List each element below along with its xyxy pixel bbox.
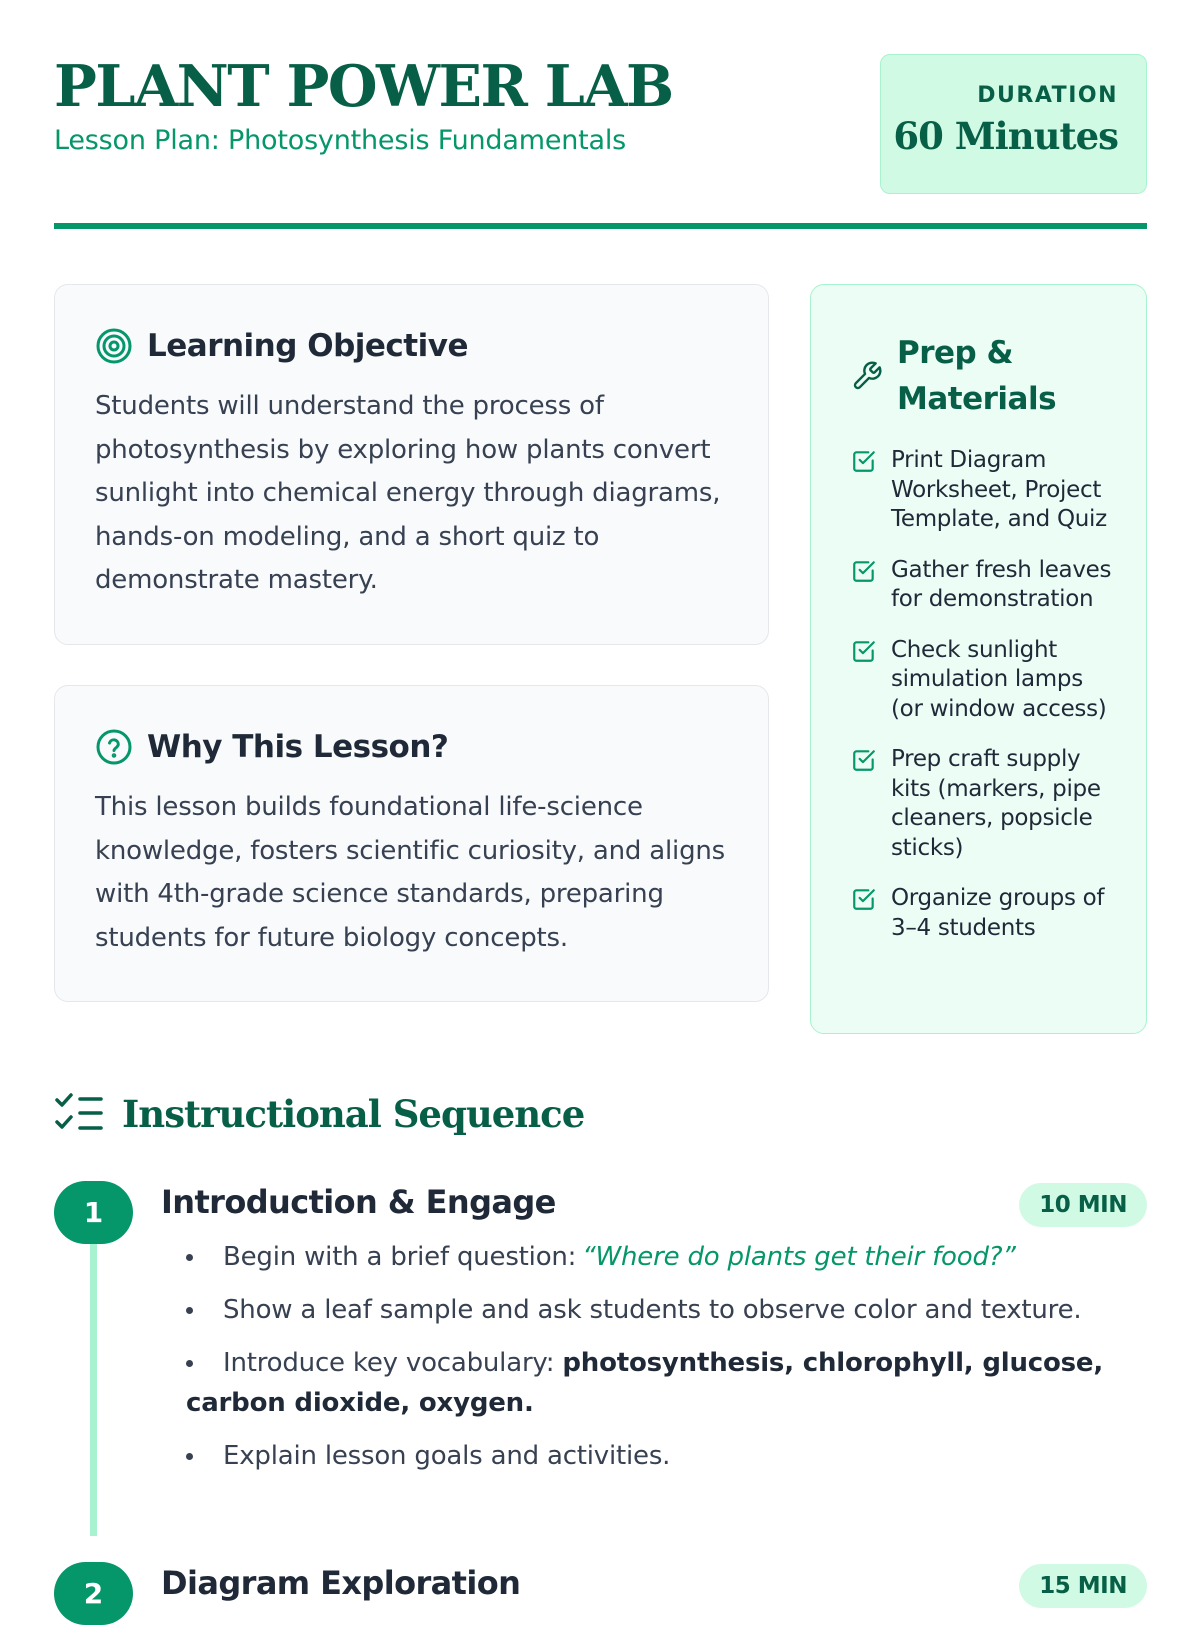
sequence-step (54, 1562, 1147, 1610)
page-title: PLANT POWER LAB (54, 53, 673, 120)
step-duration-badge: 15 MIN (1019, 1564, 1147, 1608)
list-item (186, 1290, 1147, 1330)
step-title: Diagram Exploration (161, 1564, 521, 1602)
instructional-sequence-heading (54, 1092, 584, 1136)
prep-item-text: Check sunlight simulation lamps (or window access) (891, 636, 1107, 722)
prep-item-text: Gather fresh leaves for demonstration (891, 556, 1112, 612)
learning-objective-text: Students will understand the process of photosynthesis by exploring how plants convert sunlight into chemical energy through diagrams, hands-on modeling, and a short quiz to demonstrate mastery. (95, 391, 721, 595)
prep-materials-title: Prep & Materials (897, 335, 1057, 417)
page-subtitle: Lesson Plan: Photosynthesis Fundamentals (54, 125, 627, 156)
prep-item (851, 446, 1116, 535)
step-bullet-list (186, 1237, 1147, 1489)
prep-materials-panel (810, 284, 1147, 1034)
why-lesson-text: This lesson builds foundational life-science knowledge, fosters scientific curiosity, and aligns with 4th-grade science standards, preparing students for future biology concepts. (95, 792, 726, 953)
step-duration-badge: 10 MIN (1019, 1183, 1147, 1227)
list-item (186, 1343, 1147, 1423)
learning-objective-title: Learning Objective (147, 328, 468, 364)
step-number-badge: 1 (54, 1181, 133, 1244)
header-divider (54, 223, 1147, 229)
list-item (186, 1436, 1147, 1476)
prep-item (851, 556, 1116, 615)
checklist-icon (54, 1092, 104, 1136)
bullet-text: Explain lesson goals and activities. (223, 1441, 671, 1471)
checkbox-checked-icon (851, 747, 877, 773)
duration-value: 60 Minutes (893, 114, 1118, 158)
checkbox-checked-icon (851, 558, 877, 584)
duration-label: DURATION (977, 83, 1118, 108)
step-title: Introduction & Engage (161, 1183, 556, 1221)
prep-checklist (851, 446, 1116, 943)
why-lesson-card (54, 685, 769, 1002)
prep-item (851, 636, 1116, 725)
duration-box (880, 54, 1147, 194)
prep-item-text: Prep craft supply kits (markers, pipe cleaners, popsicle sticks) (891, 746, 1101, 861)
checkbox-checked-icon (851, 448, 877, 474)
learning-objective-card (54, 284, 769, 645)
bullet-text: Begin with a brief question: (223, 1242, 577, 1272)
prep-item-text: Organize groups of 3–4 students (891, 885, 1105, 941)
checkbox-checked-icon (851, 638, 877, 664)
prep-item (851, 745, 1116, 863)
prep-item (851, 884, 1116, 943)
bullet-text: Introduce key vocabulary: (223, 1348, 563, 1378)
prep-item-text: Print Diagram Worksheet, Project Template, and Quiz (891, 447, 1107, 532)
step-timeline-line (90, 1241, 97, 1536)
list-item (186, 1237, 1147, 1277)
wrench-icon (851, 360, 883, 392)
bullet-text: Show a leaf sample and ask students to observe color and texture. (223, 1295, 1082, 1325)
checkbox-checked-icon (851, 886, 877, 912)
header (54, 52, 1147, 197)
target-icon (95, 327, 133, 365)
step-number-badge: 2 (54, 1562, 133, 1625)
question-circle-icon (95, 728, 133, 766)
bullet-quote: “Where do plants get their food?” (582, 1242, 1016, 1272)
vocabulary-terms: photosynthesis, chlorophyll, glucose, carbon dioxide, oxygen. (186, 1348, 1104, 1418)
sequence-step (54, 1181, 1147, 1536)
why-lesson-title: Why This Lesson? (147, 729, 449, 765)
instructional-sequence-title: Instructional Sequence (122, 1092, 585, 1136)
